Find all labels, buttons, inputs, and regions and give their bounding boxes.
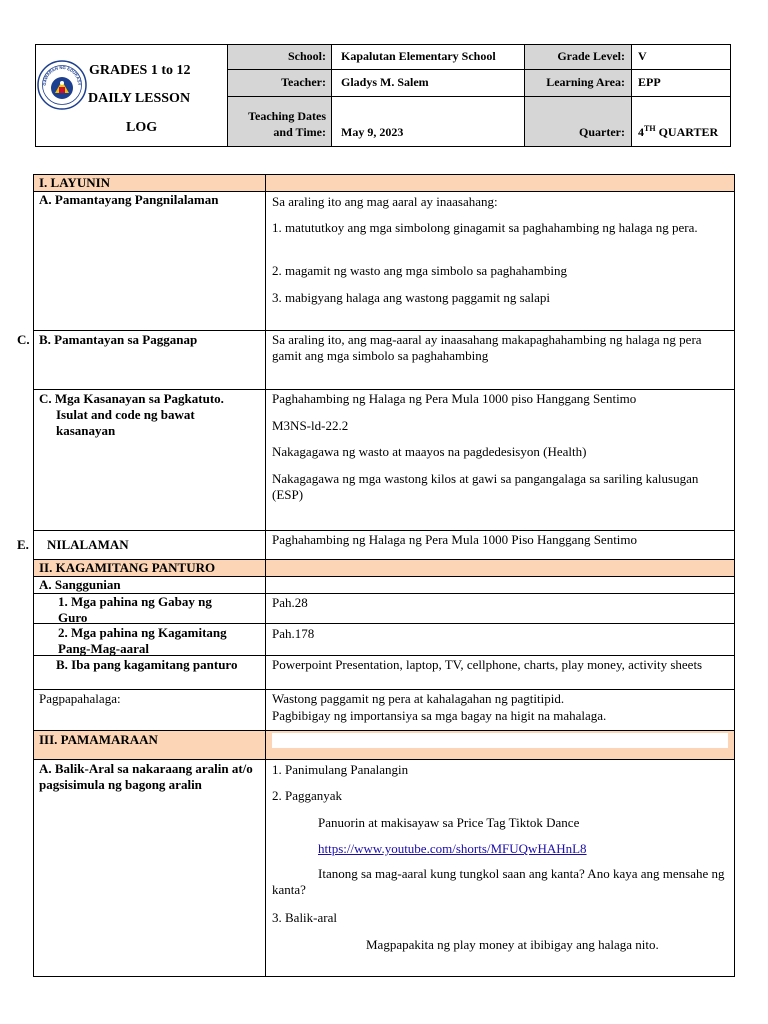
quarter-label: Quarter: xyxy=(579,125,625,139)
row-a-item-1: 1. matututkoy ang mga simbolong ginagamit sa paghahambing ng halaga ng pera. xyxy=(272,220,698,235)
deped-seal xyxy=(37,60,87,110)
row-c-text-3: Nakagagawa ng wasto at maayos na pagdedesisyon (Health) xyxy=(272,444,587,459)
school-value: Kapalutan Elementary School xyxy=(341,49,496,63)
grade-value: V xyxy=(638,49,647,63)
row-balikaral-label: A. Balik-Aral sa nakaraang aralin at/o pagsisimula ng bagong aralin xyxy=(39,761,253,793)
row-kagamitan-right xyxy=(265,559,735,577)
section-kagamitan-heading: II. KAGAMITANG PANTURO xyxy=(39,560,216,575)
row-kag-right xyxy=(265,623,735,656)
dates-value: May 9, 2023 xyxy=(341,125,404,139)
side-letter-e: E. xyxy=(17,537,29,552)
dll-title-line2: DAILY LESSON xyxy=(88,91,191,106)
row-nilalaman-label: NILALAMAN xyxy=(47,537,129,552)
dll-title-line1: GRADES 1 to 12 xyxy=(89,63,191,78)
row-nilalaman-text: Paghahambing ng Halaga ng Pera Mula 1000 Piso Hanggang Sentimo xyxy=(272,532,638,547)
dll-title-line3: LOG xyxy=(126,120,158,135)
row-gabay-label: 1. Mga pahina ng Gabay ng Guro xyxy=(58,594,212,625)
row-c-label-line2: Isulat and code ng bawat kasanayan xyxy=(56,407,195,439)
row-b-text: Sa araling ito, ang mag-aaral ay inaasahang makapaghahambing ng halaga ng pera gamit ang mga simbolo sa paghahambing xyxy=(272,332,702,364)
pamamaraan-white-box xyxy=(272,733,728,748)
row-balikaral-item-3: 3. Balik-aral xyxy=(272,910,337,925)
row-gabay-value: Pah.28 xyxy=(272,595,308,610)
dates-label-line2: and Time: xyxy=(273,125,326,139)
section-pamamaraan-heading: III. PAMAMARAAN xyxy=(39,732,158,747)
price-tag-video-link[interactable]: https://www.youtube.com/shorts/MFUQwHAHnL8 xyxy=(318,841,587,856)
teacher-label: Teacher: xyxy=(281,75,326,89)
dates-label-line1: Teaching Dates xyxy=(248,109,326,123)
row-a-item-2: 2. magamit ng wasto ang mga simbolo sa paghahambing xyxy=(272,263,567,278)
row-balikaral-item-3a: Magpapakita ng play money at ibibigay ang halaga nito. xyxy=(366,937,659,952)
row-balikaral-item-1: 1. Panimulang Panalangin xyxy=(272,762,409,777)
area-label: Learning Area: xyxy=(546,75,625,89)
row-kag-value: Pah.178 xyxy=(272,626,315,641)
row-pagpapahalaga-line2: Pagbibigay ng importansiya sa mga bagay na higit na mahalaga. xyxy=(272,708,607,723)
row-sanggunian-right xyxy=(265,576,735,594)
row-a-intro: Sa araling ito ang mag aaral ay inaasahang: xyxy=(272,194,498,209)
quarter-number: 4 xyxy=(638,125,644,139)
row-kag-label: 2. Mga pahina ng Kagamitang Pang-Mag-aaral xyxy=(58,625,227,656)
area-value: EPP xyxy=(638,75,661,89)
row-gabay-right xyxy=(265,593,735,624)
quarter-word: QUARTER xyxy=(655,125,719,139)
row-a-left xyxy=(33,191,266,331)
school-label: School: xyxy=(287,49,326,63)
row-sanggunian-label: A. Sanggunian xyxy=(39,577,121,592)
row-a-item-3: 3. mabigyang halaga ang wastong paggamit ng salapi xyxy=(272,290,550,305)
quarter-suffix: TH xyxy=(644,124,656,133)
seal-lettering: GAWARAN NG EDUKASY xyxy=(41,64,83,86)
row-iba-value: Powerpoint Presentation, laptop, TV, cellphone, charts, play money, activity sheets xyxy=(272,657,703,672)
row-c-label-line1: C. Mga Kasanayan sa Pagkatuto. xyxy=(39,391,224,406)
row-pagpapahalaga-line1: Wastong paggamit ng pera at kahalagahan ng pagtitipid. xyxy=(272,691,565,706)
row-pagpapahalaga-label: Pagpapahalaga: xyxy=(39,691,121,706)
teacher-value: Gladys M. Salem xyxy=(341,75,429,89)
row-c-text-1: Paghahambing ng Halaga ng Pera Mula 1000 piso Hanggang Sentimo xyxy=(272,391,637,406)
section-layunin-heading: I. LAYUNIN xyxy=(39,175,111,190)
row-c-text-2: M3NS-ld-22.2 xyxy=(272,418,349,433)
row-balikaral-item-2a: Panuorin at makisayaw sa Price Tag Tiktok Dance xyxy=(318,815,580,830)
row-iba-label: B. Iba pang kagamitang panturo xyxy=(56,657,238,672)
row-a-right xyxy=(265,191,735,331)
row-b-label: B. Pamantayan sa Pagganap xyxy=(39,332,198,347)
grade-label: Grade Level: xyxy=(557,49,625,63)
row-a-label: A. Pamantayang Pangnilalaman xyxy=(39,192,219,207)
row-balikaral-item-2: 2. Pagganyak xyxy=(272,788,343,803)
row-balikaral-item-2b: Itanong sa mag-aaral kung tungkol saan ang kanta? Ano kaya ang mensahe ng kanta? xyxy=(272,866,725,898)
row-c-text-4: Nakagagawa ng mga wastong kilos at gawi sa pangangalaga sa sariling kalusugan (ESP) xyxy=(272,471,699,503)
quarter-value xyxy=(638,124,718,140)
row-layunin-right xyxy=(265,174,735,192)
side-letter-c: C. xyxy=(17,332,30,347)
